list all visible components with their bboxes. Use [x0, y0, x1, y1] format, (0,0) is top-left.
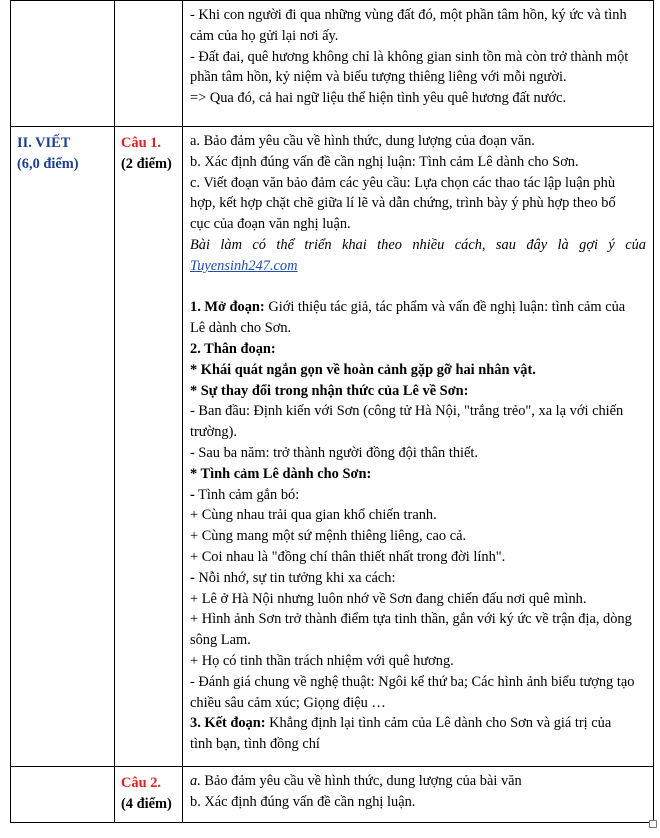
note-line: Bài làm có thể triển khai theo nhiều cách, sau đây là gợi ý của — [190, 236, 646, 253]
danh-gia-line2: chiều sâu cảm xúc; Giọng điệu … — [190, 694, 386, 711]
cell-q1-label — [115, 127, 183, 767]
section-points: (6,0 điểm) — [17, 155, 79, 172]
cell-q2-label — [115, 767, 183, 823]
table-row-top — [11, 1, 654, 127]
table-row-q1 — [11, 127, 654, 767]
danh-gia-line1: - Đánh giá chung về nghệ thuật: Ngôi kể thứ ba; Các hình ảnh biểu tượng tạo — [190, 673, 635, 690]
q2-req-a — [190, 771, 646, 792]
spacer — [190, 277, 646, 298]
ban-dau-line1: - Ban đầu: Định kiến với Sơn (công tử Hà Nội, "trắng trẻo", xa lạ với chiến — [190, 403, 624, 420]
ket-doan-line2: tình bạn, tình đồng chí — [190, 736, 320, 753]
gan-bo-item-1: + Cùng nhau trải qua gian khổ chiến tranh. — [190, 507, 437, 524]
gan-bo-item-2: + Cùng mang một sứ mệnh thiêng liêng, cao cả. — [190, 528, 467, 545]
gan-bo-item-3: + Coi nhau là "đồng chí thân thiết nhất trong đời lính". — [190, 548, 506, 565]
noi-nho-item-1: + Lê ở Hà Nội nhưng luôn nhớ về Sơn đang chiến đấu nơi quê mình. — [190, 590, 587, 607]
text-line: - Đất đai, quê hương không chỉ là không gian sinh tồn mà còn trở thành một — [190, 48, 629, 65]
noi-nho-item-2a: + Hình ảnh Sơn trở thành điểm tựa tinh thần, gắn với ký ức về trận địa, dòng — [190, 611, 632, 628]
thay-doi-heading: * Sự thay đổi trong nhận thức của Lê về Sơn: — [190, 382, 469, 399]
cell-q2-content — [183, 767, 654, 823]
resize-handle-icon[interactable] — [649, 820, 657, 828]
tinh-cam-heading: * Tình cảm Lê dành cho Sơn: — [190, 465, 372, 482]
noi-nho-item-2b: sông Lam. — [190, 632, 251, 649]
ket-doan-text: Khẳng định lại tình cảm của Lê dành cho Sơn và giá trị của — [265, 715, 612, 732]
cell-empty-1 — [11, 1, 115, 127]
q2-req-a-text: Bảo đảm yêu cầu về hình thức, dung lượng của bài văn — [200, 773, 522, 789]
q2-points: (4 điểm) — [121, 795, 172, 812]
q2-req-b: b. Xác định đúng vấn đề cần nghị luận. — [190, 793, 416, 810]
text-line: => Qua đó, cả hai ngữ liệu thể hiện tình yêu quê hương đất nước. — [190, 90, 567, 107]
mo-doan-line2: Lê dành cho Sơn. — [190, 320, 292, 337]
req-c-line3: cục của đoạn văn nghị luận. — [190, 216, 351, 233]
req-a: a. Bảo đảm yêu cầu về hình thức, dung lượng của đoạn văn. — [190, 133, 535, 149]
mo-doan-line1 — [190, 297, 646, 318]
q1-points: (2 điểm) — [121, 155, 172, 172]
req-b: b. Xác định đúng vấn đề cần nghị luận: Tình cảm Lê dành cho Sơn. — [190, 153, 579, 170]
ket-doan-heading: 3. Kết đoạn: — [190, 715, 266, 732]
cell-q1-content — [183, 127, 654, 767]
gan-bo-text: Tình cảm gắn bó: — [194, 486, 300, 503]
than-doan-heading: 2. Thân đoạn: — [190, 340, 276, 357]
cell-empty-3 — [11, 767, 115, 823]
noi-nho-item-3: + Họ có tinh thần trách nhiệm với quê hương. — [190, 652, 454, 669]
q2-req-a-letter: a. — [190, 773, 201, 789]
ban-dau-line2: trường). — [190, 424, 237, 441]
sau-ba-nam: - Sau ba năm: trở thành người đồng đội thân thiết. — [190, 444, 479, 461]
text-line: cảm của họ gửi lại nơi ấy. — [190, 27, 339, 44]
source-link[interactable]: Tuyensinh247.com — [190, 257, 298, 274]
khai-quat-heading: * Khái quát ngắn gọn về hoàn cảnh gặp gỡ hai nhân vật. — [190, 361, 536, 378]
mo-doan-text: Giới thiệu tác giả, tác phẩm và vấn đề nghị luận: tình cảm của — [264, 299, 626, 316]
noi-nho-dash: - — [190, 569, 195, 586]
table-row-q2 — [11, 767, 654, 823]
q2-label: Câu 2. — [121, 775, 161, 791]
q1-label: Câu 1. — [121, 135, 161, 151]
noi-nho-line — [190, 568, 646, 589]
text-line: phần tâm hồn, kỷ niệm và biểu tượng thiêng liêng với mỗi người. — [190, 69, 567, 86]
noi-nho-text: Nỗi nhớ, sự tin tưởng khi xa cách: — [194, 569, 396, 586]
ket-doan-line1 — [190, 713, 646, 734]
mo-doan-heading: 1. Mở đoạn: — [190, 299, 265, 316]
section-title: II. VIẾT — [17, 135, 71, 151]
gan-bo-dash: - — [190, 486, 195, 503]
gan-bo-line — [190, 485, 646, 506]
req-c-line2: hợp, kết hợp chặt chẽ giữa lí lẽ và dẫn chứng, trình bày ý phù hợp theo bố — [190, 195, 616, 212]
cell-top-content — [183, 1, 654, 127]
cell-empty-2 — [115, 1, 183, 127]
answer-table — [10, 0, 654, 823]
req-c-line1: c. Viết đoạn văn bảo đảm các yêu cầu: Lựa chọn các thao tác lập luận phù — [190, 174, 616, 191]
text-line: - Khi con người đi qua những vùng đất đó, một phần tâm hồn, ký ức và tình — [190, 7, 627, 23]
cell-section — [11, 127, 115, 767]
